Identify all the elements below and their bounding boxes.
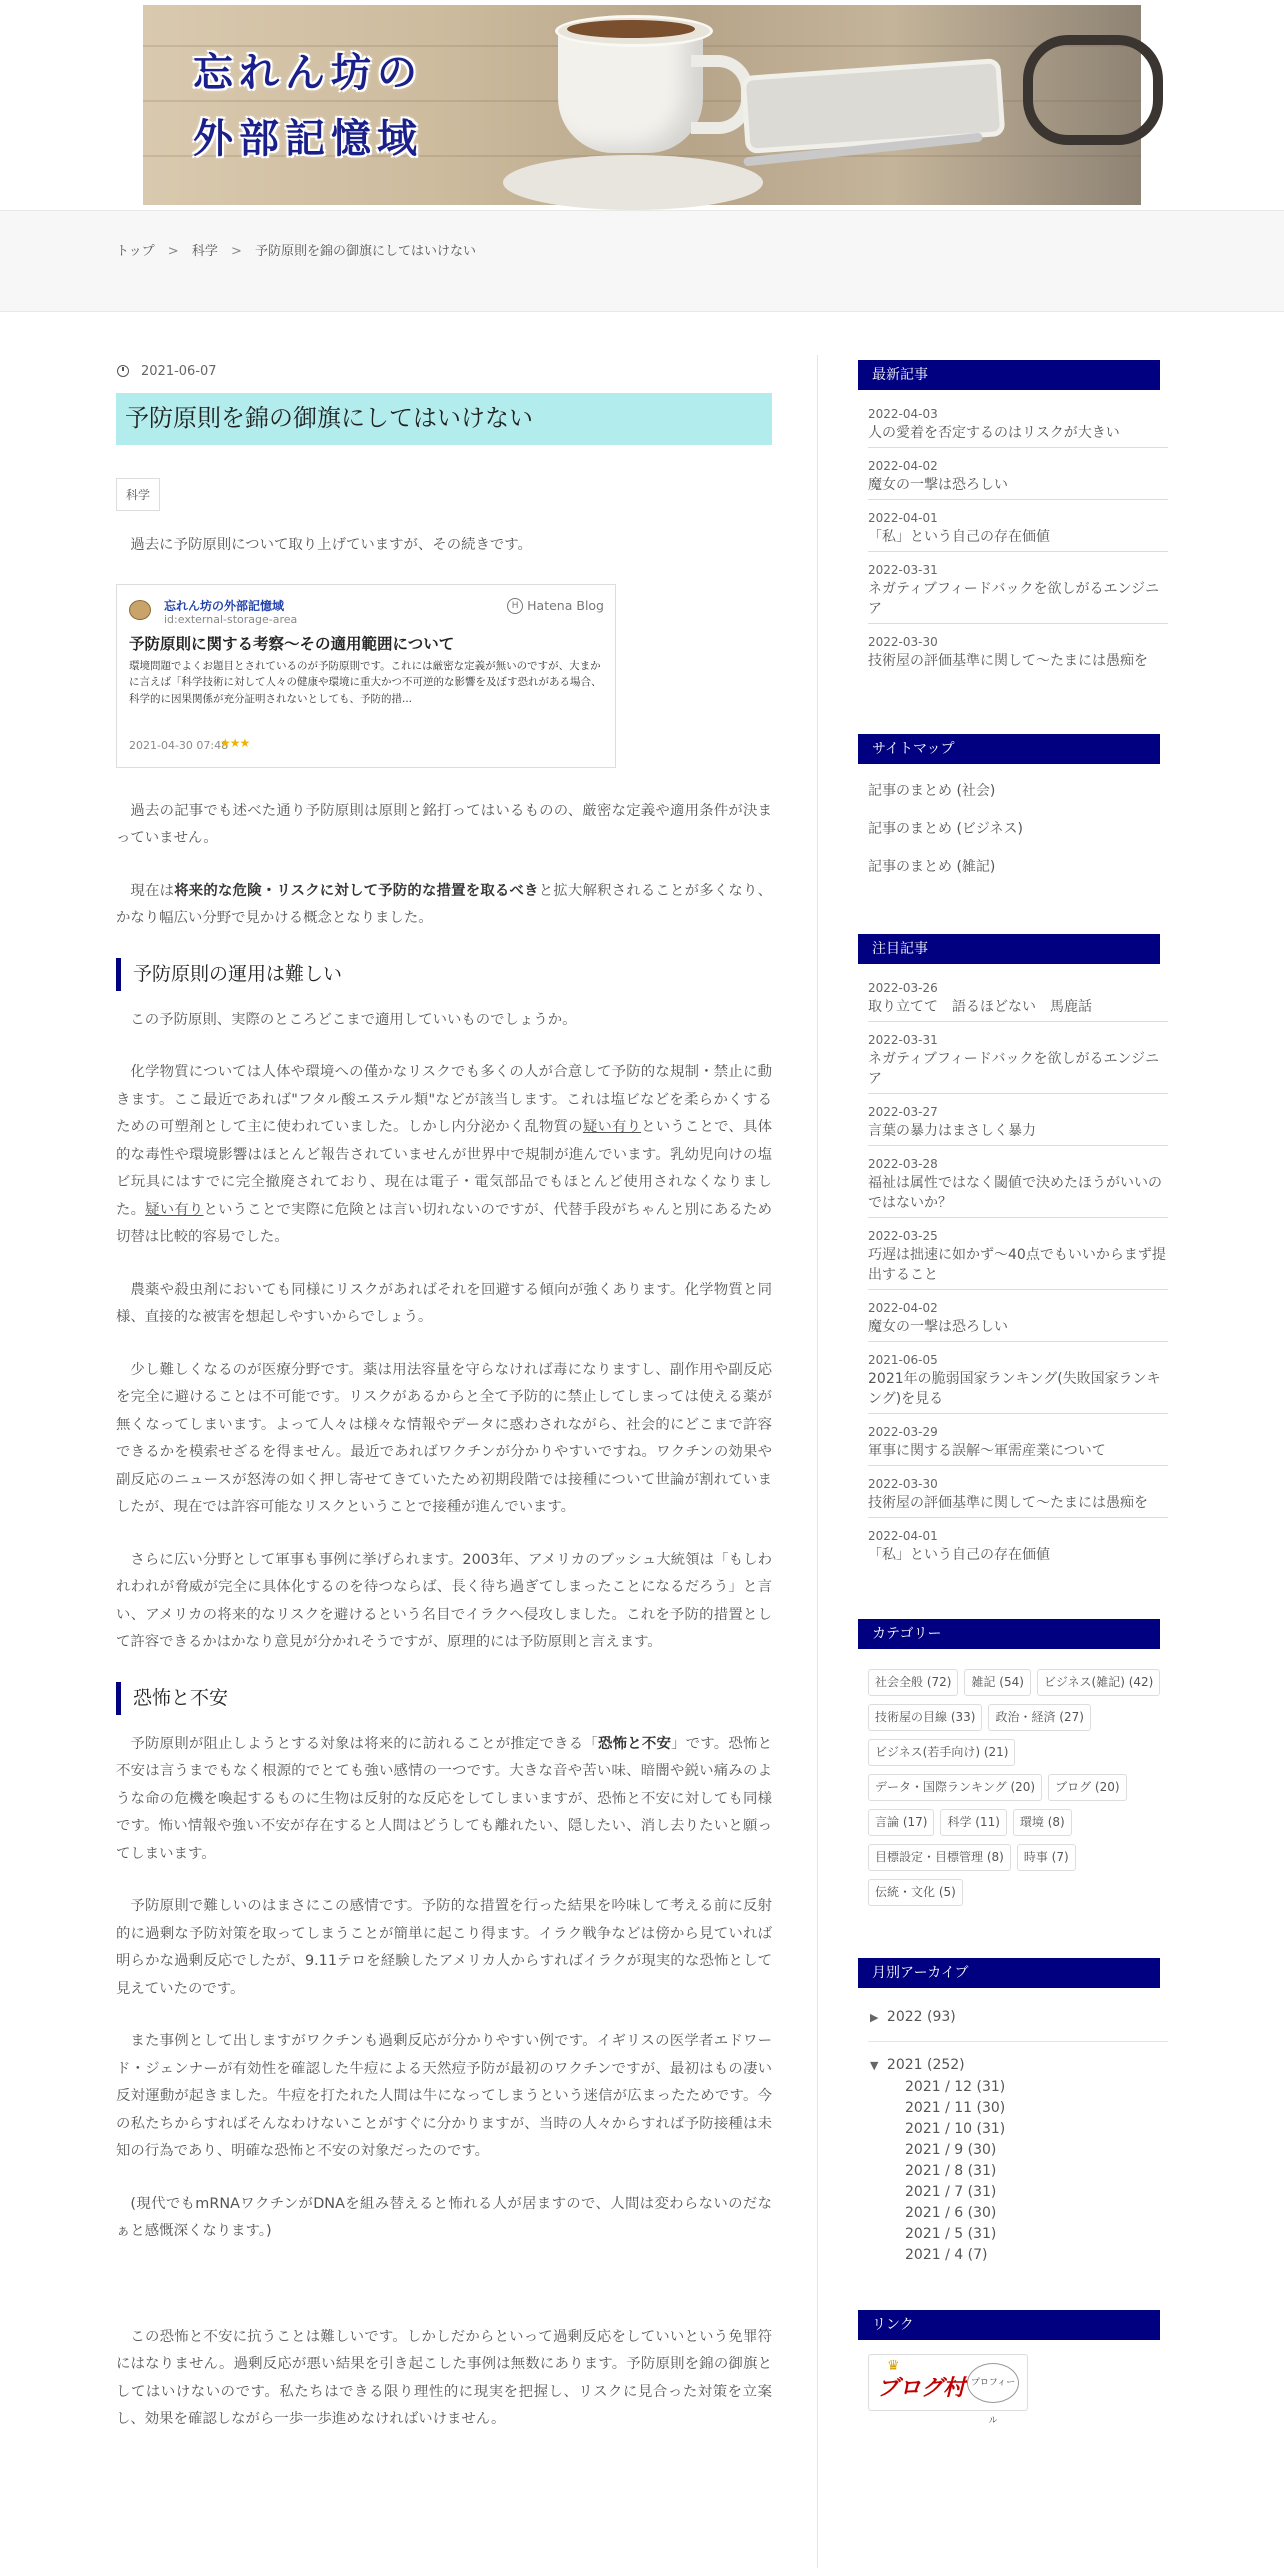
paragraph: この恐怖と不安に抗うことは難しいです。しかしだからといって過剰反応をしていいという免罪符にはなりません。過剰反応が悪い結果を引き起こした事例は無数にあります。予防原則を錦の御旗としてはいけないのです。私たちはできる限り理性的に現実を把握し、リスクに見合った対策を立案し、効果を確認しながら一歩一歩進めなければいけません。 <box>116 2328 772 2428</box>
article-date: 2021-06-07 <box>116 360 772 382</box>
article-title: 予防原則を錦の御旗にしてはいけない <box>116 393 772 445</box>
recent-post[interactable]: 2022-04-02 魔女の一撃は恐ろしい <box>868 448 1168 500</box>
clock-icon <box>117 365 129 377</box>
paragraph: 過去の記事でも述べた通り予防原則は原則と銘打ってはいるものの、厳密な定義や適用条件が決まっていません。 <box>116 802 772 847</box>
paragraph: この予防原則、実際のところどこまで適用していいものでしょうか。 <box>130 1011 577 1028</box>
collapse-icon[interactable]: ▼ <box>870 2059 879 2072</box>
featured-post[interactable]: 2022-03-27 言葉の暴力はまさしく暴力 <box>868 1094 1168 1146</box>
embed-description: 環境問題でよくお題目とされているのが予防原則です。これには厳密な定義が無いのですが、大まかに言えば「科学技術に対して人々の健康や環境に重大かつ不可逆的な影響を及ぼす恐れがある場合、科学的に因果関係が充分証明されないとしても、予防的措... <box>129 659 602 705</box>
archive-month[interactable]: 2021 / 4 (7) <box>905 2247 988 2263</box>
breadcrumb <box>0 211 1284 259</box>
paragraph: 現在は将来的な危険・リスクに対して予防的な措置を取るべきと拡大解釈されることが多くなり、かなり幅広い分野で見かける概念となりました。 <box>116 882 772 927</box>
category-list <box>868 1669 1168 1914</box>
recent-post[interactable]: 2022-04-03 人の愛着を否定するのはリスクが大きい <box>868 396 1168 448</box>
paragraph: 過去に予防原則について取り上げていますが、その続きです。 <box>130 537 532 554</box>
paragraph: 予防原則が阻止しようとする対象は将来的に訪れることが推定できる「恐怖と不安」です。恐怖と不安は言うまでもなく根源的でとても強い感情の一つです。大きな音や苦い味、暗闇や鋭い痛みのような命の危機を喚起するものに生物は反射的な反応をしてしまいますが、恐怖と不安に対しても同様です。怖い情報や強い不安が存在すると人間はどうしても離れたい、隠したい、消し去りたいと願ってしまいます。 <box>116 1735 772 1862</box>
sitemap-list <box>858 772 1170 886</box>
sidebar <box>858 360 1170 2426</box>
archive-heading: 月別アーカイブ <box>858 1958 1160 1988</box>
archive-month[interactable]: 2021 / 10 (31) <box>905 2121 1006 2137</box>
emphasis: 恐怖と不安 <box>598 1735 672 1752</box>
category-link[interactable]: 言論 (17) <box>868 1809 934 1836</box>
recent-post[interactable]: 2022-04-01 「私」という自己の存在価値 <box>868 500 1168 552</box>
category-tag[interactable]: 科学 <box>116 478 160 511</box>
paragraph: 少し難しくなるのが医療分野です。薬は用法容量を守らなければ毒になりますし、副作用や副反応を完全に避けることは不可能です。リスクがあるからと全て予防的に禁止してしまっては使える薬が無くなってしまいます。よって人々は様々な情報やデータに惑わされながら、社会的にどこまで許容できるかを模索せざるを得ません。最近であればワクチンが分かりやすいですね。ワクチンの効果や副反応のニュースが怒涛の如く押し寄せてきていたため初期段階では接種について世論が割れていましたが、現在では許容可能なリスクということで接種が進んでいます。 <box>116 1361 772 1516</box>
featured-posts-heading: 注目記事 <box>858 934 1160 964</box>
hatena-blog-badge[interactable]: H Hatena Blog <box>507 598 604 614</box>
breadcrumb-separator: > <box>230 244 242 259</box>
category-link[interactable]: 技術屋の目線 (33) <box>868 1704 982 1731</box>
crown-icon: ♛ <box>887 2358 900 2374</box>
category-link[interactable]: 伝統・文化 (5) <box>868 1879 963 1906</box>
archive-month[interactable]: 2021 / 5 (31) <box>905 2226 997 2242</box>
profile-badge: プロフィール <box>967 2363 1019 2403</box>
paragraph: 予防原則で難しいのはまさにこの感情です。予防的な措置を行った結果を吟味して考える前に反射的に過剰な予防対策を取ってしまうことが簡単に起こり得ます。イラク戦争などは傍から見ていれば明らかな過剰反応でしたが、9.11テロを経験したアメリカ人からすればイラクが現実的な恐怖として見えていたのです。 <box>116 1898 772 1997</box>
archive-month[interactable]: 2021 / 7 (31) <box>905 2184 997 2200</box>
category-link[interactable]: ブログ (20) <box>1048 1774 1126 1801</box>
breadcrumb-current: 予防原則を錦の御旗にしてはいけない <box>255 244 477 259</box>
underlined-text: 疑い有り <box>582 1119 642 1136</box>
article <box>116 360 772 2434</box>
category-link[interactable]: 科学 (11) <box>940 1809 1006 1836</box>
archive-month[interactable]: 2021 / 9 (30) <box>905 2142 997 2158</box>
featured-post[interactable]: 2022-03-28 福祉は属性ではなく閾値で決めたほうがいいのではないか？ <box>868 1146 1168 1218</box>
saucer-graphic <box>503 155 763 210</box>
paragraph: また事例として出しますがワクチンも過剰反応が分かりやすい例です。イギリスの医学者エドワード・ジェンナーが有効性を確認した牛痘による天然痘予防が最初のワクチンですが、最初はもの凄い反対運動が起きました。牛痘を打たれた人間は牛になってしまうという迷信が広まったためです。今の私たちからすればそんなわけないことがすぐに分かりますが、当時の人々からすれば予防接種は未知の行為であり、明確な恐怖と不安の対象だったのです。 <box>116 2033 772 2160</box>
header <box>0 0 1284 210</box>
site-title[interactable]: 忘れん坊の 外部記憶域 <box>193 50 423 162</box>
breadcrumb-bar <box>0 210 1284 312</box>
featured-post[interactable]: 2021-06-05 2021年の脆弱国家ランキング(失敗国家ランキング)を見る <box>868 1342 1168 1414</box>
category-link[interactable]: データ・国際ランキング (20) <box>868 1774 1042 1801</box>
glasses-graphic <box>1023 35 1163 145</box>
sitemap-link[interactable]: 記事のまとめ (社会) <box>868 783 996 799</box>
expand-icon[interactable]: ▶ <box>870 2011 879 2024</box>
blogmura-logo: ブログ村 <box>877 2376 966 2401</box>
embed-site-name[interactable]: 忘れん坊の外部記憶域 <box>164 598 285 613</box>
archive-month[interactable]: 2021 / 12 (31) <box>905 2079 1006 2095</box>
hatena-icon: H <box>507 598 523 614</box>
underlined-text: 疑い有り <box>145 1201 204 1218</box>
archive-year-2021[interactable]: ▼ 2021 (252) <box>870 2057 965 2073</box>
paragraph: (現代でもmRNAワクチンがDNAを組み替えると怖れる人が居ますので、人間は変わらないのだなぁと感慨深くなります。) <box>116 2195 772 2240</box>
archive-month[interactable]: 2021 / 11 (30) <box>905 2100 1006 2116</box>
emphasis: 将来的な危険・リスクに対して予防的な措置を取るべき <box>174 882 539 899</box>
featured-post[interactable]: 2022-03-26 取り立てて 語るほどない 馬鹿話 <box>868 970 1168 1022</box>
category-link[interactable]: 社会全般 (72) <box>868 1669 958 1696</box>
archive-year-2022[interactable]: ▶ 2022 (93) <box>870 2009 956 2025</box>
site-banner[interactable] <box>143 5 1141 205</box>
featured-post[interactable]: 2022-04-01 「私」という自己の存在価値 <box>868 1529 1050 1563</box>
archive-list <box>858 2006 1170 2266</box>
embed-date: 2021-04-30 07:48 <box>129 738 229 752</box>
star-icon: ★★★ <box>220 735 250 750</box>
category-link[interactable]: ビジネス(雑記) (42) <box>1037 1669 1160 1696</box>
sitemap-heading: サイトマップ <box>858 734 1160 764</box>
featured-post[interactable]: 2022-03-29 軍事に関する誤解～軍需産業について <box>868 1414 1168 1466</box>
recent-post[interactable]: 2022-03-30 技術屋の評価基準に関して～たまには愚痴を <box>868 635 1148 669</box>
recent-post[interactable]: 2022-03-31 ネガティブフィードバックを欲しがるエンジニア <box>868 552 1168 624</box>
column-divider <box>817 355 818 2568</box>
paragraph: さらに広い分野として軍事も事例に挙げられます。2003年、アメリカのブッシュ大統領は「もしわれわれが脅威が完全に具体化するのを待つならば、長く待ち過ぎてしまったことになるだろう」と言い、アメリカの将来的なリスクを避けるという名目でイラクへ侵攻しました。これを予防的措置として許容できるかはかなり意見が分かれそうですが、原理的には予防原則と言えます。 <box>116 1551 772 1651</box>
featured-post[interactable]: 2022-03-31 ネガティブフィードバックを欲しがるエンジニア <box>868 1022 1168 1094</box>
category-link[interactable]: 目標設定・目標管理 (8) <box>868 1844 1011 1871</box>
paragraph: 農薬や殺虫剤においても同様にリスクがあればそれを回避する傾向が強くあります。化学物質と同様、直接的な被害を想起しやすいからでしょう。 <box>116 1281 772 1326</box>
sitemap-link[interactable]: 記事のまとめ (雑記) <box>868 859 996 875</box>
breadcrumb-category[interactable]: 科学 <box>191 244 218 259</box>
category-link[interactable]: 雑記 (54) <box>964 1669 1030 1696</box>
links-heading: リンク <box>858 2310 1160 2340</box>
embed-site-id: id:external-storage-area <box>164 612 298 626</box>
embed-title[interactable]: 予防原則に関する考察～その適用範囲について <box>129 634 455 653</box>
category-link[interactable]: 環境 (8) <box>1013 1809 1072 1836</box>
paragraph: 化学物質については人体や環境への僅かなリスクでも多くの人が合意して予防的な規制・禁止に動きます。ここ最近であれば"フタル酸エステル類"などが該当します。これは塩ビなどを柔らかくするための可塑剤として主に使われていました。しかし内分泌かく乱物質の疑い有りということで、具体的な毒性や環境影響はほとんど報告されていませんが世界中で規制が進んでいます。乳幼児向けの塩ビ玩具にはすでに完全撤廃されており、現在は電子・電気部品でもほとんど使用されなくなりました。疑い有りということで実際に危険とは言い切れないのですが、代替手段がちゃんと別にあるため切替は比較的容易でした。 <box>116 1064 772 1246</box>
sitemap-link[interactable]: 記事のまとめ (ビジネス) <box>868 821 1023 837</box>
recent-posts-heading: 最新記事 <box>858 360 1160 390</box>
section-heading: 予防原則の運用は難しい <box>116 958 772 991</box>
section-heading: 恐怖と不安 <box>116 1682 772 1715</box>
article-body <box>116 532 772 2434</box>
featured-post[interactable]: 2022-03-30 技術屋の評価基準に関して～たまには愚痴を <box>868 1466 1168 1518</box>
blogmura-banner[interactable] <box>868 2354 1028 2426</box>
breadcrumb-separator: > <box>167 244 179 259</box>
recent-posts-list <box>858 396 1170 675</box>
category-link[interactable]: 政治・経済 (27) <box>988 1704 1090 1731</box>
embedded-blog-card[interactable] <box>116 584 616 768</box>
archive-month[interactable]: 2021 / 6 (30) <box>905 2205 997 2221</box>
archive-month[interactable]: 2021 / 8 (31) <box>905 2163 997 2179</box>
breadcrumb-top[interactable]: トップ <box>116 244 155 259</box>
featured-posts-list <box>858 970 1170 1569</box>
archive-divider <box>868 2041 1168 2042</box>
categories-heading: カテゴリー <box>858 1619 1160 1649</box>
featured-post[interactable]: 2022-03-25 巧遅は拙速に如かず～40点でもいいからまず提出すること <box>868 1218 1168 1290</box>
featured-post[interactable]: 2022-04-02 魔女の一撃は恐ろしい <box>868 1290 1168 1342</box>
category-link[interactable]: ビジネス(若手向け) (21) <box>868 1739 1015 1766</box>
category-link[interactable]: 時事 (7) <box>1017 1844 1076 1871</box>
site-logo-icon <box>129 600 151 620</box>
